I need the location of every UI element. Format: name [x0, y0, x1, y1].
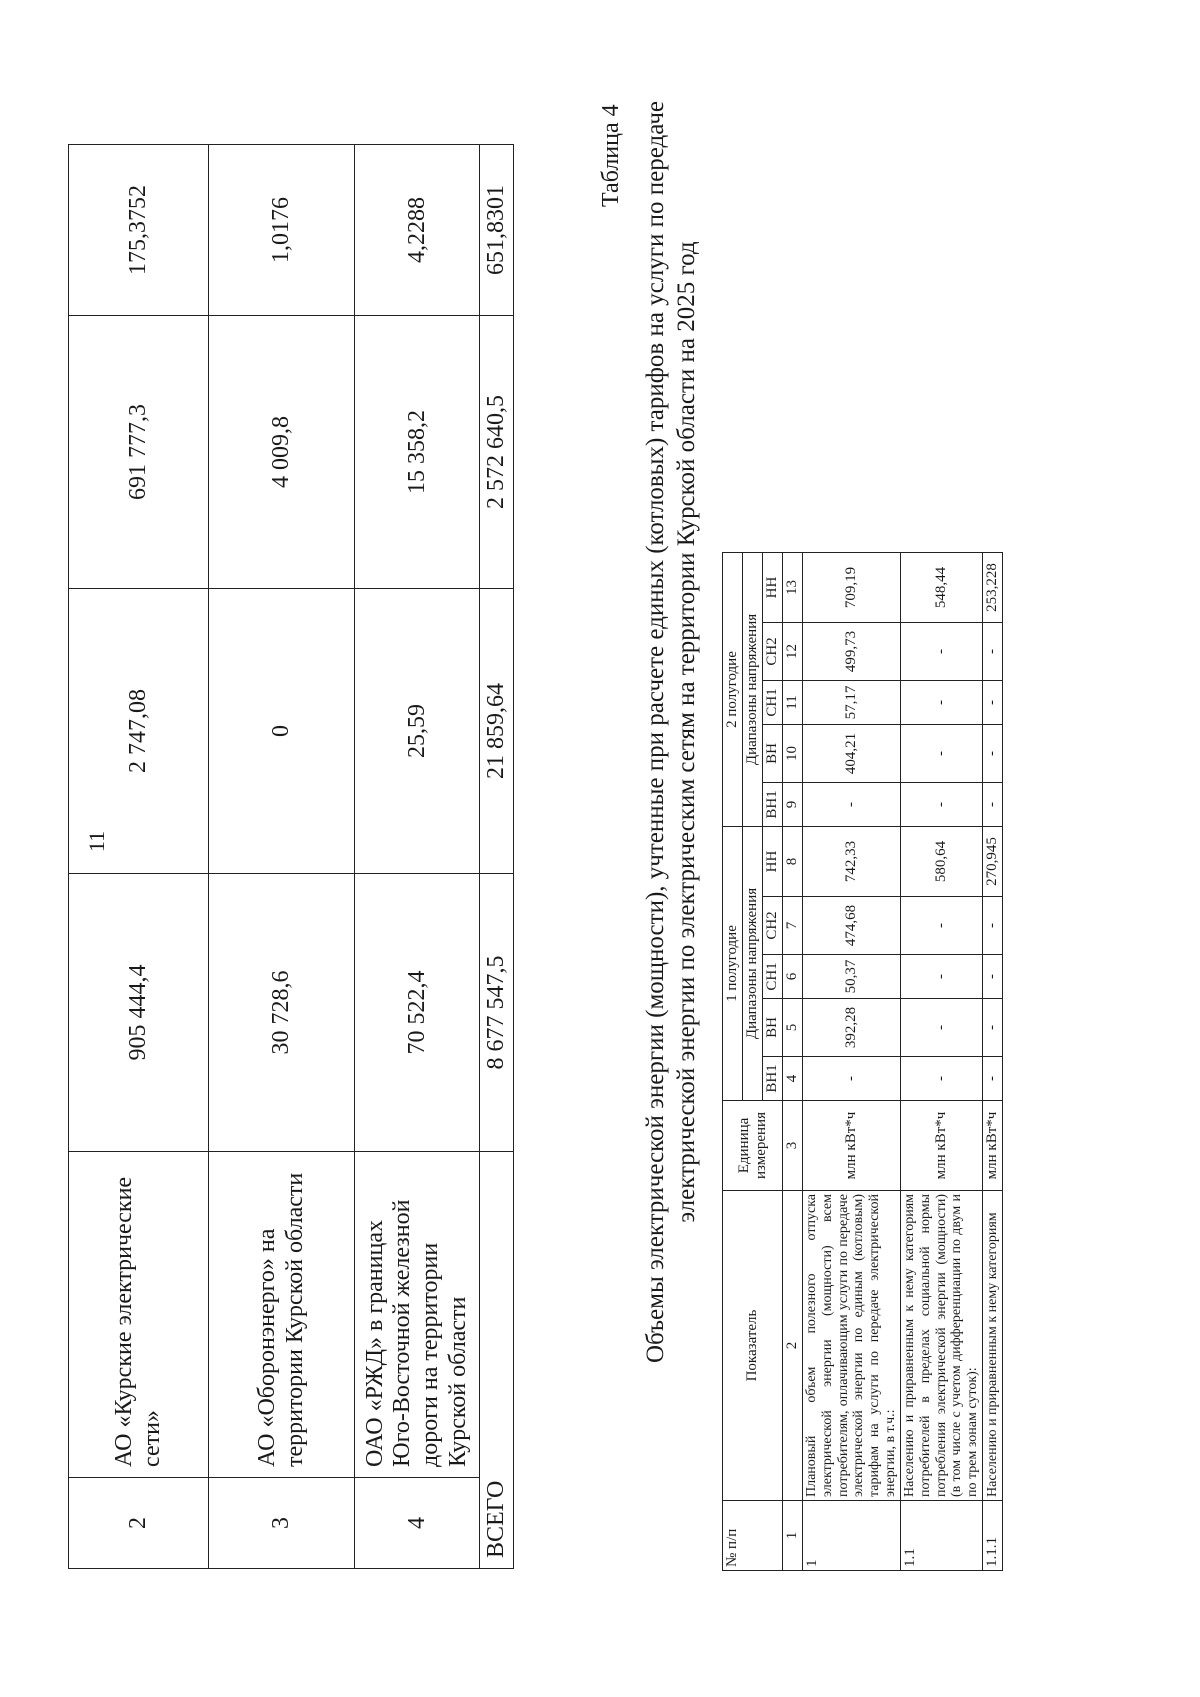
value-cell: 4 009,8: [209, 316, 355, 589]
row-unit: млн кВт*ч: [900, 1101, 982, 1191]
table-title-line1: Объемы электрической энергии (мощности), учтенные при расчете единых (котловых) тарифов на услуги по передаче: [642, 100, 669, 1364]
table-title: [640, 67, 703, 1397]
row-indicator: Населению и приравненным к нему категориям потребителей в пределах социальной нормы потребления электрической энергии (мощности) (в том числе с учетом дифференциации по двум и по трем зонам суток):: [900, 1191, 982, 1501]
value-cell: 1,0176: [209, 145, 355, 316]
table-title-line2: электрической энергии по электрическим сетям на территории Курской области на 2025 год: [673, 241, 701, 1223]
value-cell: 25,59: [355, 589, 480, 874]
value-cell: -: [982, 783, 1002, 827]
value-cell: -: [900, 681, 982, 725]
column-number: 1: [783, 1501, 803, 1571]
header-level: СН1: [763, 955, 783, 999]
row-number: 1.1.1: [982, 1501, 1002, 1571]
value-cell: -: [900, 1057, 982, 1101]
header-level: НН: [763, 553, 783, 623]
row-number: 4: [355, 1478, 480, 1569]
value-cell: -: [803, 783, 901, 827]
column-number: 9: [783, 783, 803, 827]
column-number: 5: [783, 999, 803, 1057]
value-cell: -: [982, 1057, 1002, 1101]
total-value: 21 859,64: [480, 589, 514, 874]
value-cell: 270,945: [982, 827, 1002, 897]
column-number: 8: [783, 827, 803, 897]
value-cell: 253,228: [982, 553, 1002, 623]
header-level: СН2: [763, 623, 783, 681]
value-cell: -: [982, 897, 1002, 955]
value-cell: -: [982, 681, 1002, 725]
value-cell: 742,33: [803, 827, 901, 897]
organization-name: АО «Курские электрические сети»: [69, 1152, 209, 1478]
header-level: ВН1: [763, 1057, 783, 1101]
column-number: 12: [783, 623, 803, 681]
header-level: НН: [763, 827, 783, 897]
value-cell: 905 444,4: [69, 874, 209, 1152]
row-number: 3: [209, 1478, 355, 1569]
total-label: ВСЕГО: [480, 1152, 514, 1569]
value-cell: -: [982, 999, 1002, 1057]
value-cell: 709,19: [803, 553, 901, 623]
value-cell: -: [900, 623, 982, 681]
column-number-row: [783, 553, 803, 1571]
header-indicator: Показатель: [723, 1191, 783, 1501]
value-cell: 474,68: [803, 897, 901, 955]
value-cell: 691 777,3: [69, 316, 209, 589]
value-cell: 15 358,2: [355, 316, 480, 589]
value-cell: 548,44: [900, 553, 982, 623]
header-level: ВН1: [763, 783, 783, 827]
value-cell: 175,3752: [69, 145, 209, 316]
value-cell: -: [900, 897, 982, 955]
value-cell: 404,21: [803, 725, 901, 783]
row-indicator: Населению и приравненным к нему категориям: [982, 1191, 1002, 1501]
header-ranges: Диапазоны напряжения: [743, 827, 763, 1101]
value-cell: 30 728,6: [209, 874, 355, 1152]
table-continuation: [68, 144, 514, 1569]
total-row: [480, 145, 514, 1569]
value-cell: -: [982, 725, 1002, 783]
header-row: [723, 553, 743, 1571]
value-cell: -: [982, 955, 1002, 999]
column-number: 2: [783, 1191, 803, 1501]
header-half2: 2 полугодие: [723, 553, 743, 827]
column-number: 4: [783, 1057, 803, 1101]
value-cell: -: [982, 623, 1002, 681]
table-4: [722, 552, 1003, 1571]
row-number: 1.1: [900, 1501, 982, 1571]
table-row: [982, 553, 1002, 1571]
column-number: 7: [783, 897, 803, 955]
total-value: 8 677 547,5: [480, 874, 514, 1152]
table-row: [900, 553, 982, 1571]
table-label: Таблица 4: [598, 104, 624, 207]
header-num: № п/п: [723, 1501, 783, 1571]
value-cell: 392,28: [803, 999, 901, 1057]
total-value: 651,8301: [480, 145, 514, 316]
value-cell: -: [900, 725, 982, 783]
value-cell: 580,64: [900, 827, 982, 897]
total-value: 2 572 640,5: [480, 316, 514, 589]
row-unit: млн кВт*ч: [803, 1101, 901, 1191]
row-number: 2: [69, 1478, 209, 1569]
value-cell: 57,17: [803, 681, 901, 725]
header-level: СН2: [763, 897, 783, 955]
value-cell: -: [900, 955, 982, 999]
column-number: 10: [783, 725, 803, 783]
column-number: 11: [783, 681, 803, 725]
column-number: 13: [783, 553, 803, 623]
header-ranges: Диапазоны напряжения: [743, 553, 763, 827]
header-half1: 1 полугодие: [723, 827, 743, 1101]
value-cell: -: [900, 783, 982, 827]
header-level: СН1: [763, 681, 783, 725]
value-cell: -: [900, 999, 982, 1057]
value-cell: 0: [209, 589, 355, 874]
value-cell: -: [803, 1057, 901, 1101]
page-number: 11: [84, 830, 109, 852]
organization-name: АО «Оборонэнерго» на территории Курской области: [209, 1152, 355, 1478]
header-level: ВН: [763, 999, 783, 1057]
value-cell: 499,73: [803, 623, 901, 681]
column-number: 3: [783, 1101, 803, 1191]
column-number: 6: [783, 955, 803, 999]
value-cell: 2 747,08: [69, 589, 209, 874]
table-row: [69, 145, 209, 1569]
row-number: 1: [803, 1501, 901, 1571]
table-row: [355, 145, 480, 1569]
value-cell: 70 522,4: [355, 874, 480, 1152]
value-cell: 4,2288: [355, 145, 480, 316]
table-row: [209, 145, 355, 1569]
table-row: [803, 553, 901, 1571]
row-unit: млн кВт*ч: [982, 1101, 1002, 1191]
row-indicator: Плановый объем полезного отпуска электрической энергии (мощности) всем потребителям, оплачивающим услуги по передаче электрической энергии по единым (котловым) тарифам на услуги по передаче электрической энергии, в т.ч.:: [803, 1191, 901, 1501]
header-unit: Единица измерения: [723, 1101, 783, 1191]
header-level: ВН: [763, 725, 783, 783]
value-cell: 50,37: [803, 955, 901, 999]
organization-name: ОАО «РЖД» в границах Юго-Восточной железной дороги на территории Курской области: [355, 1152, 480, 1478]
